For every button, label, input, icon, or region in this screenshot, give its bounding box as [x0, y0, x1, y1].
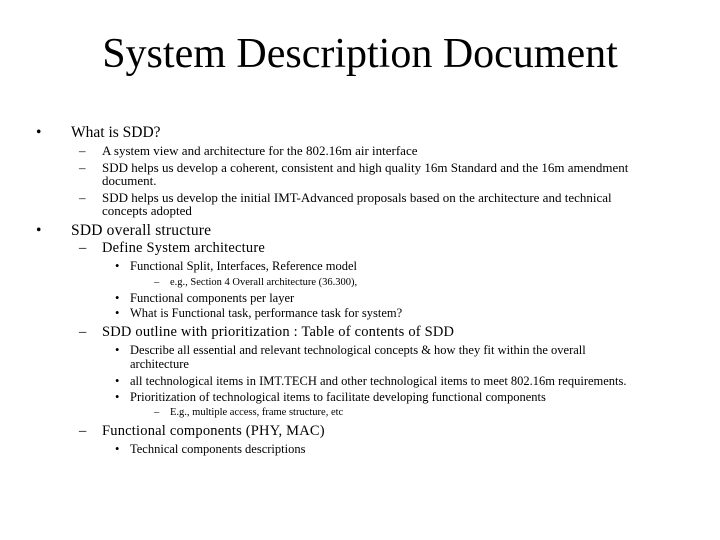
- item-coherent-line1: SDD helps us develop a coherent, consistent and high quality 16m Standard and the 16m amendment: [102, 160, 629, 175]
- dash-icon: –: [79, 240, 87, 256]
- item-functional-split: Functional Split, Interfaces, Reference model: [130, 259, 358, 273]
- bullet-icon: •: [36, 124, 42, 141]
- item-define-system-architecture: Define System architecture: [102, 240, 266, 256]
- dash-icon: –: [79, 190, 86, 205]
- item-functional-components: Functional components (PHY, MAC): [102, 423, 325, 439]
- slide-title: System Description Document: [102, 31, 618, 77]
- item-all-technological-items: all technological items in IMT.TECH and other technological items to meet 802.16m requirements.: [130, 374, 627, 388]
- bullet-icon: •: [115, 306, 120, 320]
- item-technical-components: Technical components descriptions: [130, 442, 306, 456]
- item-multiple-access: E.g., multiple access, frame structure, etc: [170, 407, 344, 418]
- dash-icon: –: [79, 160, 86, 175]
- item-functional-components-per-layer: Functional components per layer: [130, 291, 295, 305]
- item-coherent-line2: document.: [102, 173, 157, 188]
- item-system-view: A system view and architecture for the 802.16m air interface: [102, 143, 418, 158]
- item-describe-concepts-line1: Describe all essential and relevant technological concepts & how they fit within the overall: [130, 343, 586, 357]
- item-describe-concepts-line2: architecture: [130, 357, 189, 371]
- bullet-icon: •: [115, 374, 120, 388]
- bullet-icon: •: [115, 259, 120, 273]
- item-imt-advanced-line2: concepts adopted: [102, 203, 192, 218]
- dash-icon: –: [154, 407, 160, 418]
- item-sdd-overall-structure: SDD overall structure: [71, 222, 212, 239]
- dash-icon: –: [79, 143, 86, 158]
- item-sdd-outline: SDD outline with prioritization : Table of contents of SDD: [102, 324, 455, 340]
- bullet-icon: •: [115, 442, 120, 456]
- item-prioritization: Prioritization of technological items to facilitate developing functional components: [130, 390, 546, 404]
- bullet-icon: •: [115, 343, 120, 357]
- item-imt-advanced-line1: SDD helps us develop the initial IMT-Advanced proposals based on the architecture and technical: [102, 190, 612, 205]
- item-section4-ref: e.g., Section 4 Overall architecture (36.300),: [170, 277, 358, 288]
- item-what-is-sdd: What is SDD?: [71, 124, 161, 141]
- dash-icon: –: [79, 324, 87, 340]
- dash-icon: –: [79, 423, 87, 439]
- item-functional-task: What is Functional task, performance task for system?: [130, 306, 403, 320]
- bullet-icon: •: [115, 291, 120, 305]
- bullet-icon: •: [115, 390, 120, 404]
- dash-icon: –: [154, 277, 160, 288]
- bullet-icon: •: [36, 222, 42, 239]
